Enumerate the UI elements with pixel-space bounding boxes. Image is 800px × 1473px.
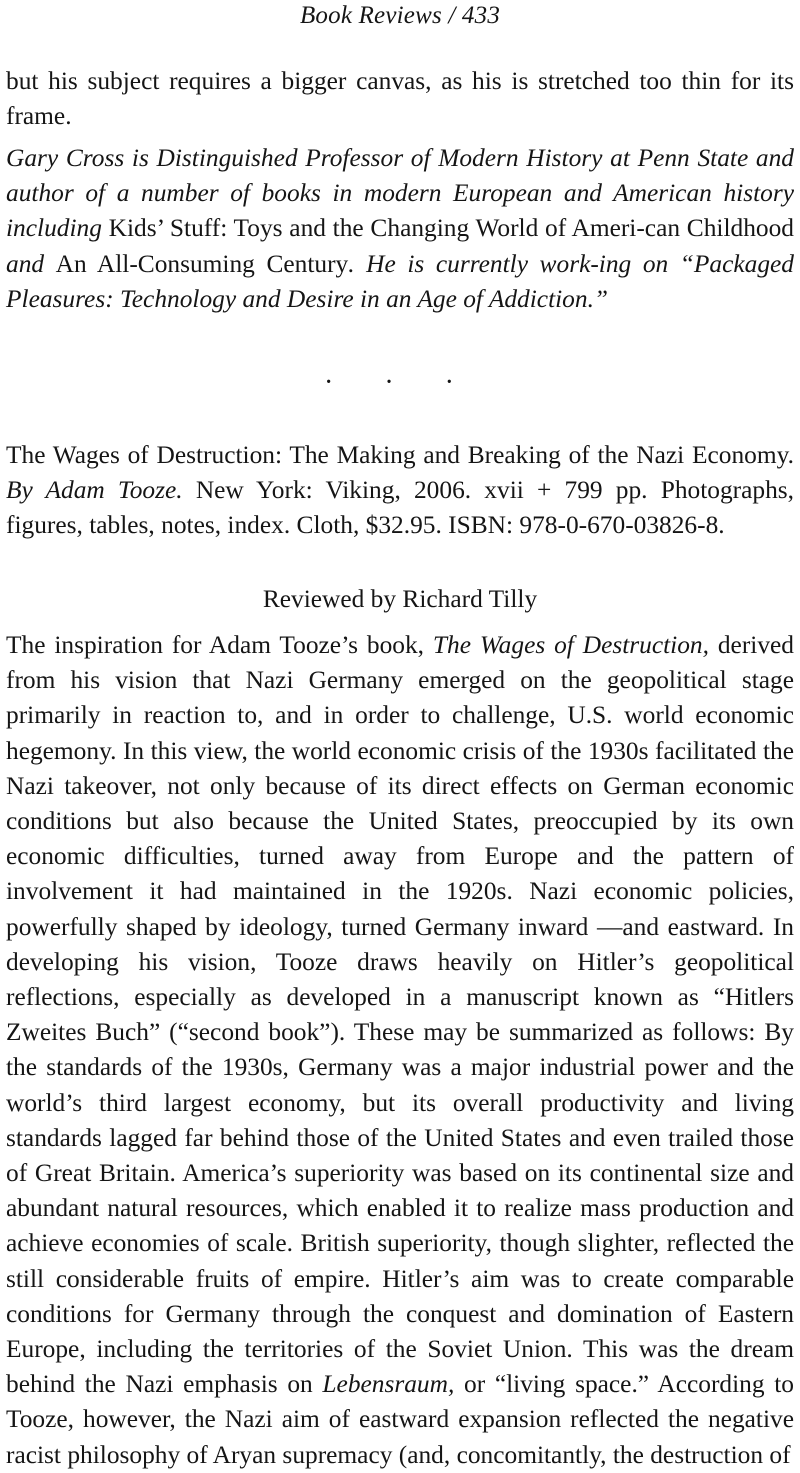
author-bio-text: and <box>6 249 56 278</box>
author-bio-text: . He is currently work-ing on “Packaged Pleasures: Technology and Desire in an Age of Addiction.” <box>6 249 794 313</box>
book-citation <box>6 438 794 544</box>
running-head: Book Reviews / 433 <box>299 2 501 29</box>
reviewer-byline: Reviewed by Richard Tilly <box>262 585 538 613</box>
review-text: derived from his vision that Nazi Germany emerged on the geopolitical stage primarily in reaction to, and in order to challenge, U.S. world economic hegemony. In this view, the world economic crisis of the 1930s facilitated the Nazi takeover, not only because of its direct effects on German economic conditions but also because the United States, preoccupied by its own economic difficulties, turned away from Europe and the pattern of involvement it had maintained in the 1920s. Nazi economic policies, powerfully shaped by ideology, turned Germany inward —and eastward. In developing his vision, Tooze draws heavily on Hitler’s geopolitical reflections, especially as developed in a manuscript known as “Hitlers Zweites Buch” (“second book”). These may be summarized as follows: By the standards of the 1930s, Germany was a major industrial power and the world’s third largest economy, but its overall productivity and living standards lagged far behind those of the United States and even trailed those of Great Britain. America’s superiority was based on its continental size and abundant natural resources, which enabled it to realize mass production and achieve economies of scale. British superiority, though slighter, reflected the still considerable fruits of empire. Hitler’s aim was to create comparable conditions for Germany through the conquest and domination of Eastern Europe, including the territories of the Soviet Union. This was the dream behind the Nazi emphasis on <box>6 631 794 1399</box>
author-bio-text: Gary Cross is Distinguished Professor of Modern History at Penn State and author of a number of books in modern European and American history including <box>6 144 794 243</box>
author-bio <box>6 141 794 317</box>
previous-review-ending: but his subject requires a bigger canvas, as his is stretched too thin for its frame. <box>6 67 794 131</box>
publication-details: New York: Viking, 2006. xvii + 799 pp. Photographs, figures, tables, notes, index. Cloth, $32.95. ISBN: 978-0-670-03826-8. <box>6 476 794 540</box>
term-lebensraum: Lebensraum, <box>322 1370 455 1399</box>
book-title-italic: The Wages of Destruction, <box>432 631 709 659</box>
book-author: By Adam Tooze. <box>6 476 183 505</box>
book-title: The Wages of Destruction: The Making and Breaking of the Nazi Economy. <box>6 441 794 469</box>
review-body <box>6 628 794 1473</box>
section-separator: · · · <box>324 367 476 398</box>
book-title-kids-stuff: Kids’ Stuff: Toys and the Changing World of Ameri-can Childhood <box>108 214 794 243</box>
review-text: The inspiration for Adam Tooze’s book, <box>6 631 433 659</box>
review-text: or “living space.” According to Tooze, however, the Nazi aim of eastward expansion reflected the negative racist philosophy of Aryan supremacy (and, concomitantly, the destruction of <box>6 1370 794 1469</box>
book-title-all-consuming-century: An All-Consuming Century <box>55 249 349 278</box>
